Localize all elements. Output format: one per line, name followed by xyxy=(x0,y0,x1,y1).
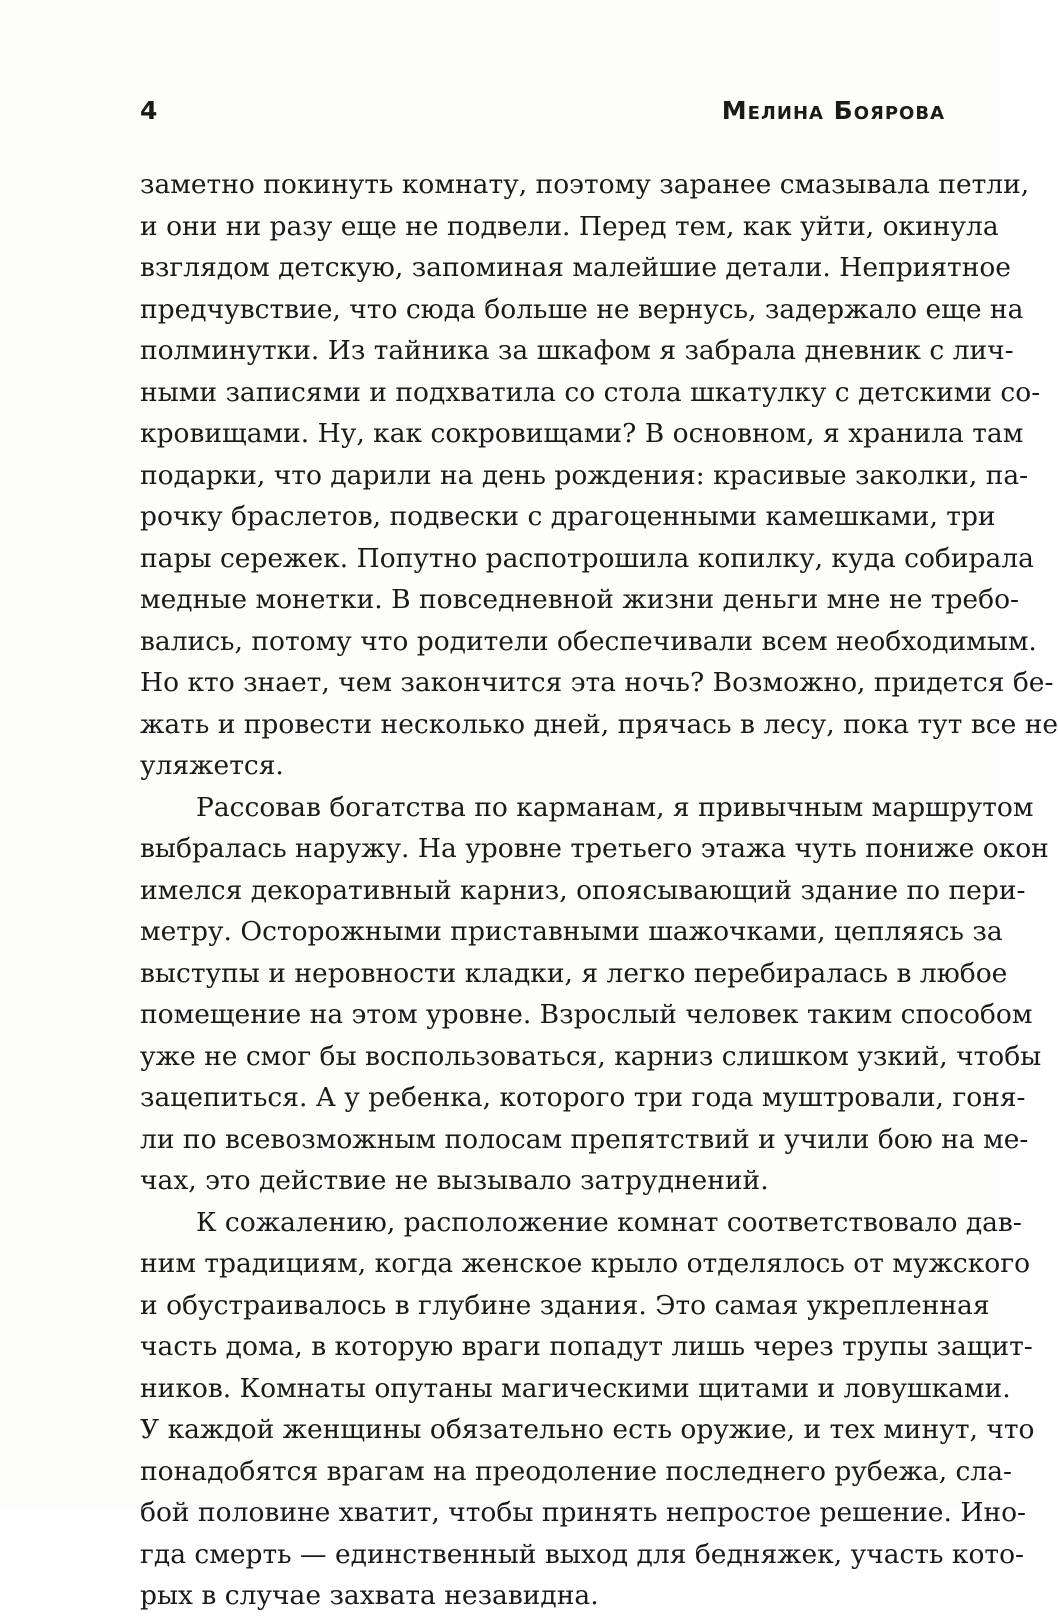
text-line: подарки, что дарили на день рождения: красивые заколки, па- xyxy=(140,459,1029,491)
text-line: вались, потому что родители обеспечивали всем необходимым. xyxy=(140,625,1037,657)
text-line: бой половине хватит, чтобы принять непростое решение. Ино- xyxy=(140,1497,1027,1528)
text-line: помещение на этом уровне. Взрослый человек таким способом xyxy=(140,999,1033,1030)
running-head-author: Мелина Боярова xyxy=(721,96,945,125)
text-line: К сожалению, расположение комнат соответствовало дав- xyxy=(196,1206,1022,1238)
paragraph xyxy=(140,787,1049,1202)
paragraph xyxy=(140,1202,1035,1617)
text-line: ним традициям, когда женское крыло отделялось от мужского xyxy=(140,1248,1031,1279)
text-line: Рассовав богатства по карманам, я привычным маршрутом xyxy=(196,791,1034,823)
text-line: метру. Осторожными приставными шажочками, цепляясь за xyxy=(140,916,1003,947)
text-line: кровищами. Ну, как сокровищами? В основном, я хранила там xyxy=(140,418,1024,449)
text-line: пары сережек. Попутно распотрошила копилку, куда собирала xyxy=(140,542,1034,574)
text-line: ными записями и подхватила со стола шкатулку с детскими со- xyxy=(140,376,1041,408)
text-line: часть дома, в которую враги попадут лишь через трупы защит- xyxy=(140,1331,1033,1362)
text-line: имелся декоративный карниз, опоясывающий здание по пери- xyxy=(140,874,1026,906)
text-line: жать и провести несколько дней, прячась в лесу, пока тут все не xyxy=(140,708,1058,740)
page-header xyxy=(140,96,945,136)
text-line: медные монетки. В повседневной жизни деньги мне не требо- xyxy=(140,584,1019,615)
text-line: Но кто знает, чем закончится эта ночь? Возможно, придется бе- xyxy=(140,667,1054,698)
text-line: гда смерть — единственный выход для бедняжек, участь кото- xyxy=(140,1538,1024,1570)
text-line: У каждой женщины обязательно есть оружие, и тех минут, что xyxy=(140,1414,1035,1445)
text-line: ников. Комнаты опутаны магическими щитами и ловушками. xyxy=(140,1372,1011,1404)
text-line: ли по всевозможным полосам препятствий и учили бою на ме- xyxy=(140,1123,1029,1155)
text-line: рых в случае захвата незавидна. xyxy=(140,1580,599,1611)
text-line: чах, это действие не вызывало затруднений. xyxy=(140,1165,769,1196)
text-line: заметно покинуть комнату, поэтому заранее смазывала петли, xyxy=(140,169,1030,200)
text-line: уляжется. xyxy=(140,750,284,781)
text-line: предчувствие, что сюда больше не вернусь, задержало еще на xyxy=(140,293,1024,325)
text-line: понадобятся врагам на преодоление последнего рубежа, сла- xyxy=(140,1455,1012,1487)
text-line: уже не смог бы воспользоваться, карниз слишком узкий, чтобы xyxy=(140,1040,1042,1072)
text-line: полминутки. Из тайника за шкафом я забрала дневник с лич- xyxy=(140,335,1014,366)
text-line: зацепиться. А у ребенка, которого три года муштровали, гоня- xyxy=(140,1082,1026,1113)
text-line: и они ни разу еще не подвели. Перед тем, как уйти, окинула xyxy=(140,210,999,242)
text-line: рочку браслетов, подвески с драгоценными камешками, три xyxy=(140,501,996,532)
body-text xyxy=(140,164,1058,1617)
paragraph xyxy=(140,164,1058,787)
text-line: выступы и неровности кладки, я легко перебиралась в любое xyxy=(140,957,1008,989)
page-number: 4 xyxy=(140,96,158,125)
text-line: и обустраивалось в глубине здания. Это самая укрепленная xyxy=(140,1289,990,1321)
text-line: взглядом детскую, запоминая малейшие детали. Неприятное xyxy=(140,252,1011,283)
text-line: выбралась наружу. На уровне третьего этажа чуть пониже окон xyxy=(140,833,1049,864)
